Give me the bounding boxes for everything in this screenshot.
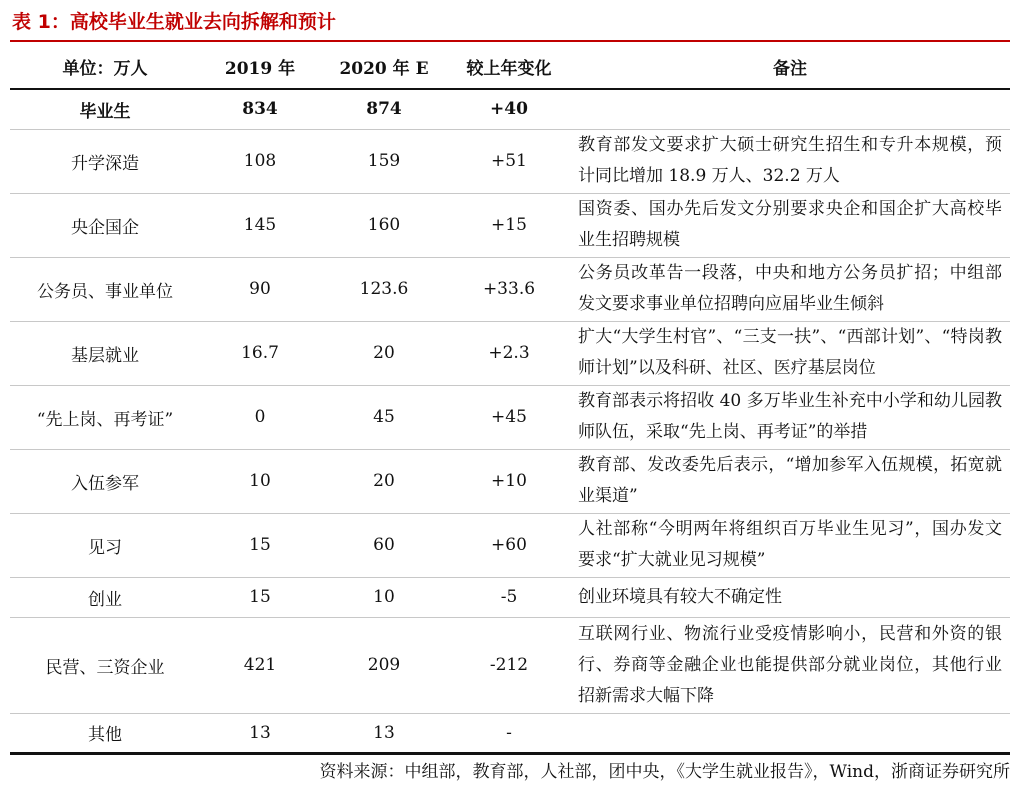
row-change: -5 — [448, 577, 570, 617]
row-2020: 160 — [320, 193, 448, 257]
table-row — [10, 257, 1010, 321]
row-2020: 13 — [320, 713, 448, 753]
row-2019: 0 — [200, 385, 320, 449]
row-category: 升学深造 — [10, 129, 200, 193]
row-2019: 15 — [200, 513, 320, 577]
table-row — [10, 617, 1010, 713]
table-row — [10, 513, 1010, 577]
header-note: 备注 — [570, 44, 1010, 89]
source-note: 资料来源：中组部，教育部，人社部，团中央，《大学生就业报告》，Wind，浙商证券研究所 — [319, 762, 1010, 782]
row-2020: 123.6 — [320, 257, 448, 321]
header-2020e: 2020 年 E — [320, 44, 448, 89]
row-2019: 834 — [200, 89, 320, 129]
row-category: 民营、三资企业 — [10, 617, 200, 713]
row-2020: 45 — [320, 385, 448, 449]
row-note: 公务员改革告一段落，中央和地方公务员扩招；中组部发文要求事业单位招聘向应届毕业生倾斜 — [570, 257, 1010, 321]
table-header-row — [10, 44, 1010, 89]
title-rule — [10, 40, 1010, 42]
row-change: -212 — [448, 617, 570, 713]
table-row — [10, 577, 1010, 617]
row-note: 教育部表示将招收 40 多万毕业生补充中小学和幼儿园教师队伍，采取“先上岗、再考证”的举措 — [570, 385, 1010, 449]
row-2020: 60 — [320, 513, 448, 577]
header-2019: 2019 年 — [200, 44, 320, 89]
row-change: +33.6 — [448, 257, 570, 321]
row-2019: 15 — [200, 577, 320, 617]
table-row — [10, 89, 1010, 129]
table-row — [10, 449, 1010, 513]
row-2019: 10 — [200, 449, 320, 513]
row-2019: 90 — [200, 257, 320, 321]
table-row — [10, 193, 1010, 257]
row-change: +45 — [448, 385, 570, 449]
table-row — [10, 321, 1010, 385]
table-row — [10, 385, 1010, 449]
employment-table — [10, 44, 1010, 755]
row-2020: 209 — [320, 617, 448, 713]
row-2019: 16.7 — [200, 321, 320, 385]
row-change: +40 — [448, 89, 570, 129]
header-change: 较上年变化 — [448, 44, 570, 89]
row-2020: 874 — [320, 89, 448, 129]
header-unit: 单位：万人 — [10, 44, 200, 89]
row-category: 央企国企 — [10, 193, 200, 257]
row-note: 扩大“大学生村官”、“三支一扶”、“西部计划”、“特岗教师计划”以及科研、社区、医疗基层岗位 — [570, 321, 1010, 385]
row-2019: 145 — [200, 193, 320, 257]
row-change: - — [448, 713, 570, 753]
table-row — [10, 713, 1010, 753]
row-change: +60 — [448, 513, 570, 577]
row-category: “先上岗、再考证” — [10, 385, 200, 449]
row-category: 见习 — [10, 513, 200, 577]
row-2020: 159 — [320, 129, 448, 193]
row-2020: 20 — [320, 321, 448, 385]
row-category: 创业 — [10, 577, 200, 617]
row-note: 教育部发文要求扩大硕士研究生招生和专升本规模，预计同比增加 18.9 万人、32.2 万人 — [570, 129, 1010, 193]
row-2019: 421 — [200, 617, 320, 713]
row-change: +15 — [448, 193, 570, 257]
row-note: 互联网行业、物流行业受疫情影响小，民营和外资的银行、券商等金融企业也能提供部分就业岗位，其他行业招新需求大幅下降 — [570, 617, 1010, 713]
row-note: 国资委、国办先后发文分别要求央企和国企扩大高校毕业生招聘规模 — [570, 193, 1010, 257]
row-2019: 108 — [200, 129, 320, 193]
row-change: +51 — [448, 129, 570, 193]
row-category: 毕业生 — [10, 89, 200, 129]
row-category: 基层就业 — [10, 321, 200, 385]
row-note — [570, 713, 1010, 753]
table-row — [10, 129, 1010, 193]
row-category: 入伍参军 — [10, 449, 200, 513]
row-note — [570, 89, 1010, 129]
row-2020: 10 — [320, 577, 448, 617]
row-category: 公务员、事业单位 — [10, 257, 200, 321]
row-note: 创业环境具有较大不确定性 — [570, 577, 1010, 617]
row-2019: 13 — [200, 713, 320, 753]
row-category: 其他 — [10, 713, 200, 753]
row-change: +2.3 — [448, 321, 570, 385]
row-note: 教育部、发改委先后表示，“增加参军入伍规模，拓宽就业渠道” — [570, 449, 1010, 513]
row-note: 人社部称“今明两年将组织百万毕业生见习”，国办发文要求“扩大就业见习规模” — [570, 513, 1010, 577]
table-title: 表 1：高校毕业生就业去向拆解和预计 — [12, 11, 336, 33]
row-change: +10 — [448, 449, 570, 513]
row-2020: 20 — [320, 449, 448, 513]
